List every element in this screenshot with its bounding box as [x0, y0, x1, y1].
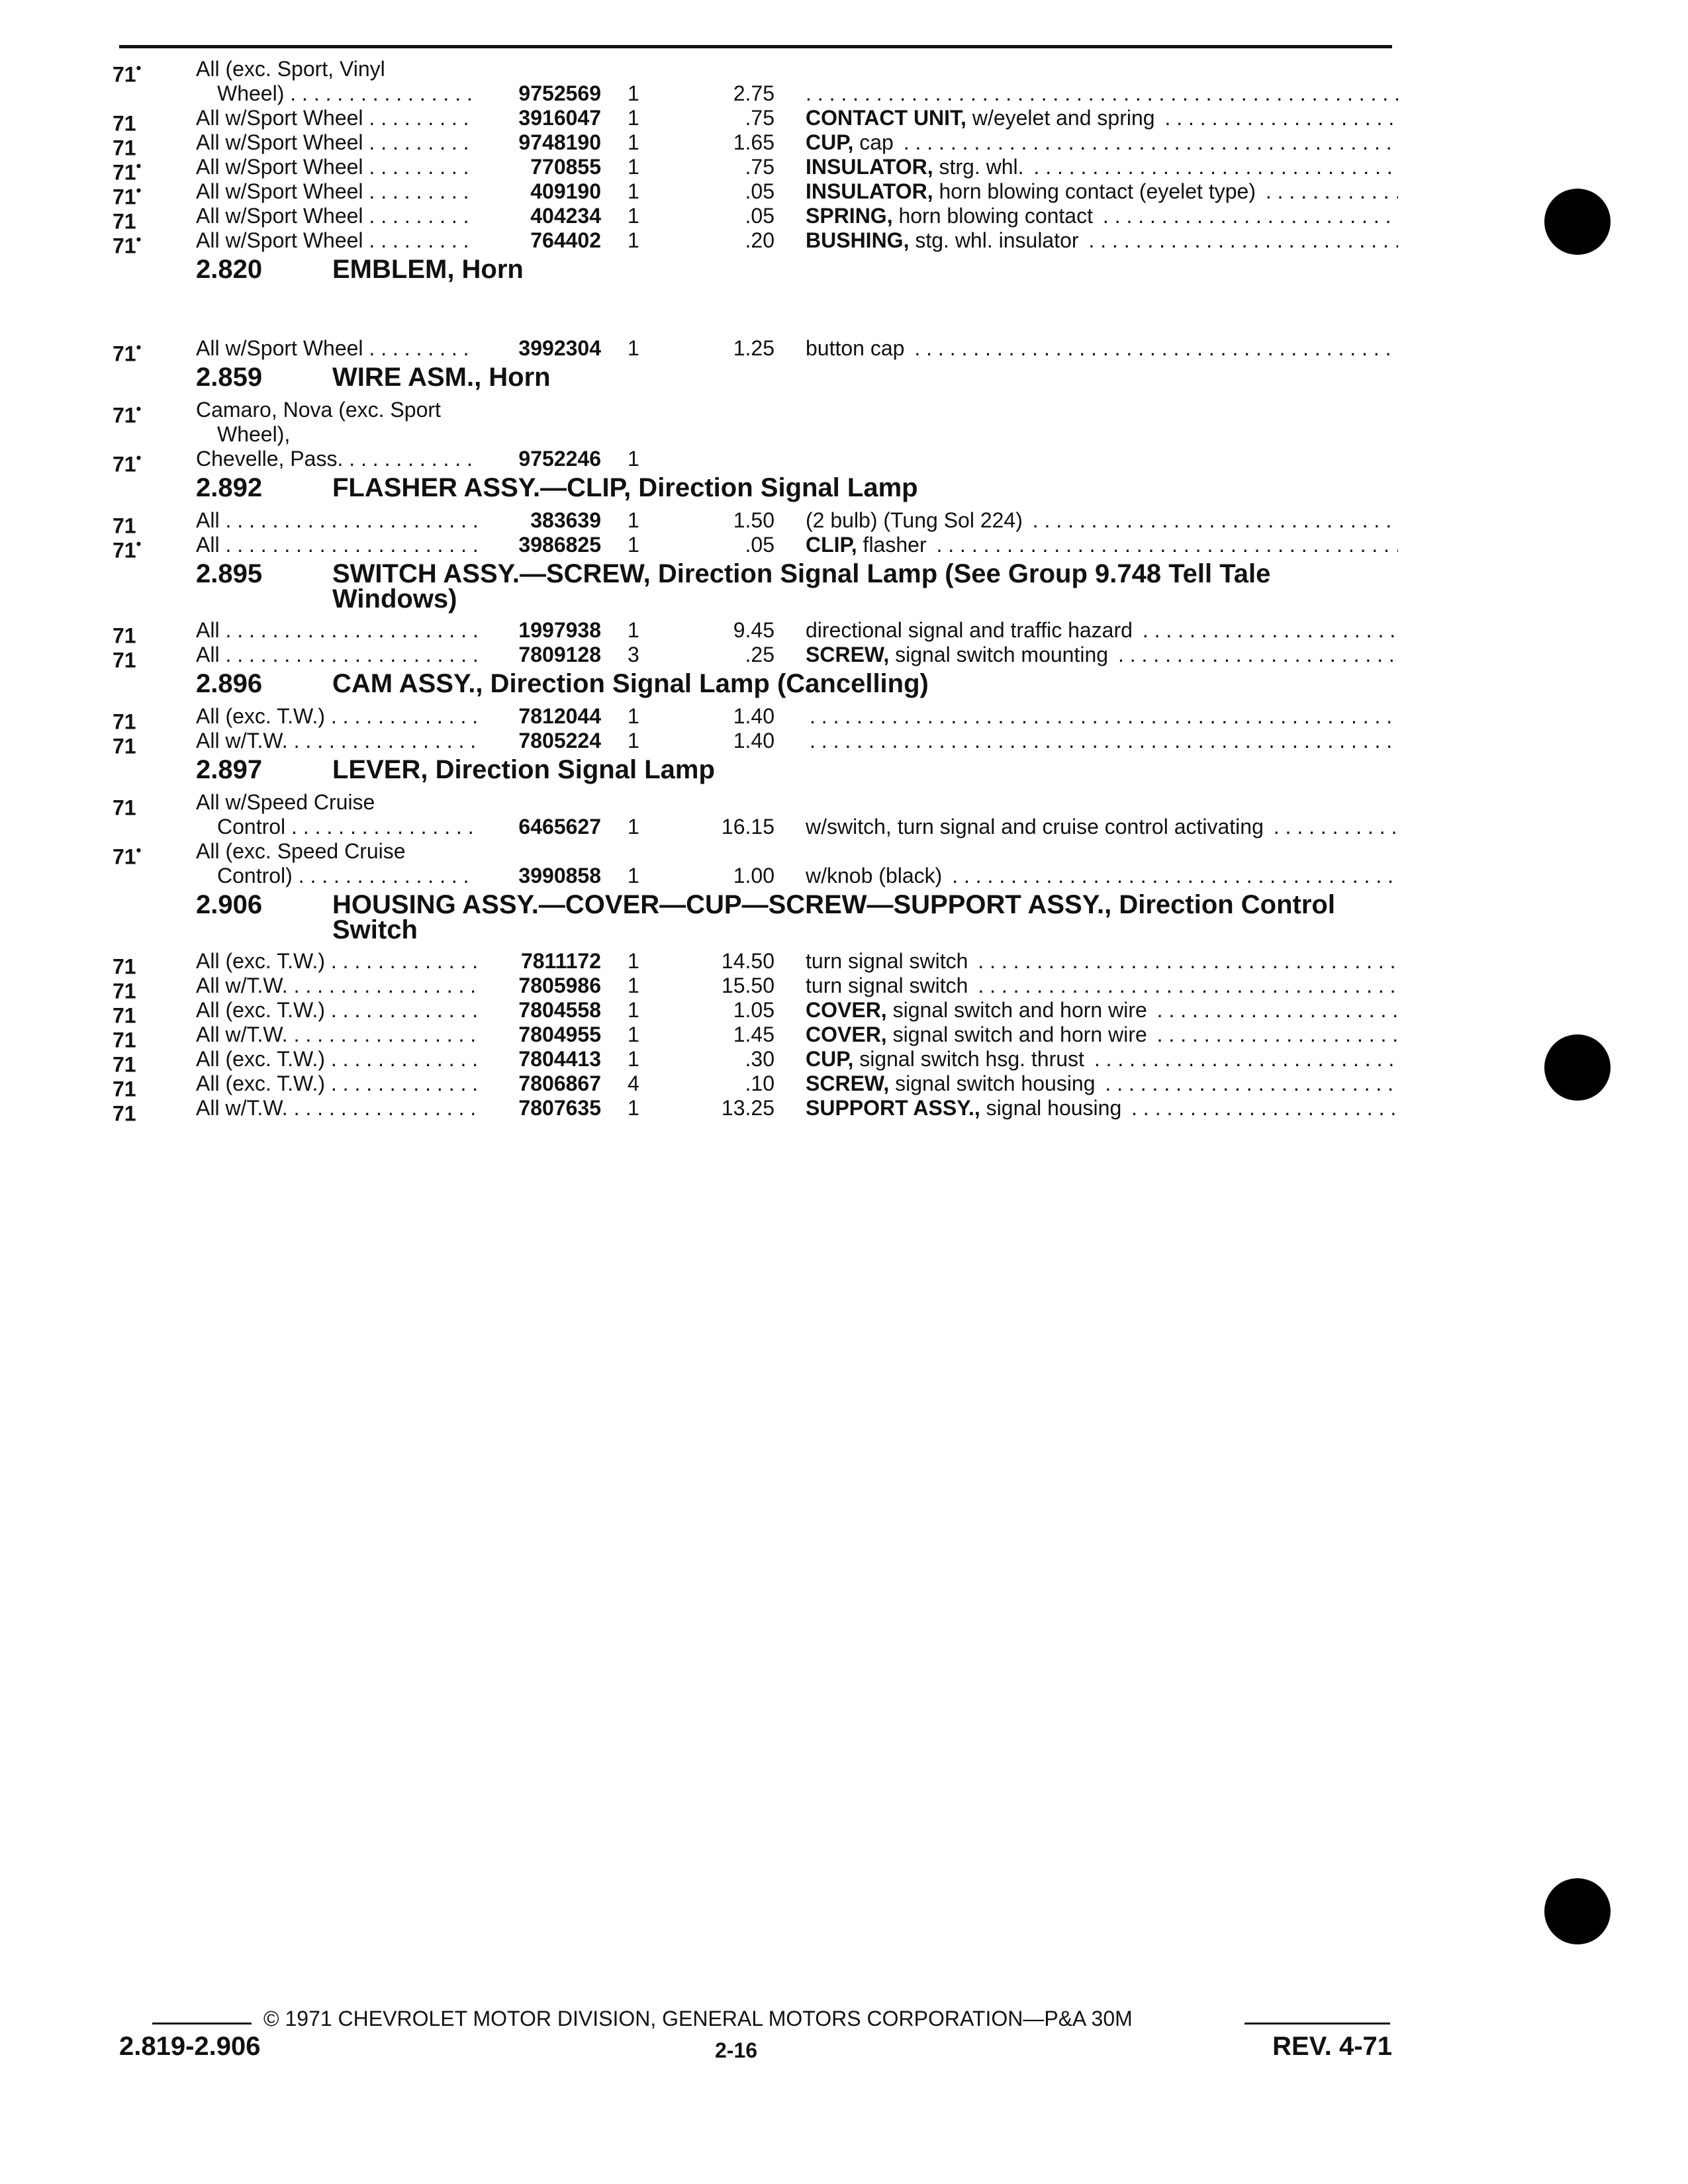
quantity: 3	[628, 643, 639, 666]
part-number: 7804955	[477, 1023, 601, 1047]
part-number: 9752569	[477, 81, 601, 106]
table-row	[106, 618, 1397, 648]
spacer	[106, 290, 1397, 336]
application: All . . .	[196, 508, 573, 533]
table-row	[106, 1023, 1397, 1052]
footer-row	[119, 2032, 1392, 2062]
description: SCREW, signal switch housing . . .	[806, 1071, 1398, 1096]
year-code: 71	[113, 1077, 136, 1101]
group-title: WIRE ASM., Horn	[332, 363, 551, 392]
part-number: 7812044	[477, 704, 601, 729]
group-header	[106, 471, 1397, 508]
binder-hole	[1544, 1034, 1611, 1101]
quantity: 1	[628, 704, 639, 728]
part-number: 404234	[477, 204, 601, 228]
table-row	[106, 533, 1397, 563]
application: All . . .	[196, 618, 573, 643]
table-row	[106, 1047, 1397, 1077]
price: .05	[745, 204, 774, 228]
application: All (exc. T.W.) . . .	[196, 1047, 573, 1071]
year-code: 71	[113, 514, 136, 538]
description: button cap . . .	[806, 336, 1398, 361]
continuation-rows	[106, 106, 1397, 258]
group-rows	[106, 790, 1397, 888]
parts-listing	[106, 57, 1397, 1126]
quantity: 1	[628, 618, 639, 642]
quantity: 1	[628, 1023, 639, 1046]
application: All w/T.W. . . .	[196, 1023, 573, 1047]
application: All w/Sport Wheel . . .	[196, 204, 573, 228]
price: .30	[745, 1047, 774, 1071]
year-code: 71•	[113, 158, 142, 185]
quantity: 1	[628, 130, 639, 154]
description: CUP, signal switch hsg. thrust . . .	[806, 1047, 1398, 1071]
price: 1.65	[733, 130, 774, 154]
description: directional signal and traffic hazard . . .	[806, 618, 1398, 643]
group-header	[106, 557, 1397, 618]
application: All . . .	[196, 643, 573, 667]
group-title: LEVER, Direction Signal Lamp	[332, 755, 715, 784]
part-number: 1997938	[477, 618, 601, 643]
table-row	[106, 81, 1397, 106]
table-row	[106, 864, 1397, 888]
description: CLIP, flasher . . .	[806, 533, 1398, 557]
price: 1.40	[733, 704, 774, 728]
quantity: 1	[628, 533, 639, 557]
table-row	[106, 998, 1397, 1028]
part-number: 770855	[477, 155, 601, 179]
group-header	[106, 667, 1397, 704]
part-number: 6465627	[477, 815, 601, 839]
application: Wheel) . . .	[217, 81, 573, 106]
part-number: 3986825	[477, 533, 601, 557]
application: All . . .	[196, 533, 573, 557]
group-rows	[106, 704, 1397, 758]
part-number: 9752246	[477, 447, 601, 471]
price: 13.25	[721, 1096, 774, 1120]
price: 2.75	[733, 81, 774, 105]
description: INSULATOR, strg. whl. . . .	[806, 155, 1398, 179]
application: Control) . . .	[217, 864, 573, 888]
year-code: 71•	[113, 842, 142, 869]
quantity: 1	[628, 949, 639, 973]
application: All (exc. T.W.) . . .	[196, 998, 573, 1023]
part-number: 764402	[477, 228, 601, 253]
application: All (exc. Sport, Vinyl	[196, 57, 385, 81]
continuation-rows	[106, 57, 1397, 106]
description: (2 bulb) (Tung Sol 224) . . .	[806, 508, 1398, 533]
table-row	[106, 839, 1397, 869]
table-row	[106, 398, 1397, 428]
price: .20	[745, 228, 774, 252]
price: .75	[745, 106, 774, 130]
group-header	[106, 361, 1397, 398]
part-number: 383639	[477, 508, 601, 533]
application: All (exc. T.W.) . . .	[196, 704, 573, 729]
table-row	[106, 815, 1397, 839]
group-number: 2.906	[196, 890, 263, 919]
application: Camaro, Nova (exc. Sport	[196, 398, 441, 422]
price: 14.50	[721, 949, 774, 973]
description: turn signal switch . . .	[806, 949, 1398, 974]
year-code: 71	[113, 734, 136, 758]
group-number: 2.896	[196, 669, 263, 698]
table-row	[106, 447, 1397, 477]
group-rows	[106, 336, 1397, 366]
application: Control . . .	[217, 815, 573, 839]
year-code: 71	[113, 979, 136, 1003]
table-row	[106, 1071, 1397, 1101]
quantity: 1	[628, 508, 639, 532]
price: 15.50	[721, 974, 774, 997]
year-code: 71•	[113, 60, 142, 87]
group-number: 2.895	[196, 559, 263, 588]
quantity: 1	[628, 179, 639, 203]
application: All (exc. T.W.) . . .	[196, 949, 573, 974]
quantity: 1	[628, 1096, 639, 1120]
table-row	[106, 130, 1397, 160]
part-number: 7805224	[477, 729, 601, 753]
price: 1.40	[733, 729, 774, 752]
quantity: 1	[628, 998, 639, 1022]
page-number: 2-16	[715, 2038, 758, 2062]
price: .05	[745, 179, 774, 203]
application: All w/Speed Cruise	[196, 790, 375, 814]
table-row	[106, 155, 1397, 185]
part-number: 9748190	[477, 130, 601, 155]
price: 9.45	[733, 618, 774, 642]
table-row	[106, 179, 1397, 209]
part-number: 3992304	[477, 336, 601, 361]
description: turn signal switch . . .	[806, 974, 1398, 998]
quantity: 1	[628, 155, 639, 179]
year-code: 71	[113, 1052, 136, 1077]
group-rows	[106, 949, 1397, 1126]
description	[806, 704, 1398, 729]
table-row	[106, 422, 1397, 447]
part-number: 409190	[477, 179, 601, 204]
page-footer	[119, 2005, 1392, 2062]
group-title: CAM ASSY., Direction Signal Lamp (Cancelling)	[332, 669, 929, 698]
quantity: 1	[628, 228, 639, 252]
year-code: 71•	[113, 535, 142, 563]
table-row	[106, 228, 1397, 258]
group-title: HOUSING ASSY.—COVER—CUP—SCREW—SUPPORT ASSY., Direction Control Switch	[332, 890, 1335, 944]
table-row	[106, 57, 1397, 87]
footer-rule	[1244, 2023, 1390, 2025]
table-row	[106, 704, 1397, 734]
description: w/switch, turn signal and cruise control activating . . .	[806, 815, 1398, 839]
year-code: 71	[113, 1003, 136, 1028]
year-code: 71	[113, 1028, 136, 1052]
price: 1.00	[733, 864, 774, 887]
description: CONTACT UNIT, w/eyelet and spring . . .	[806, 106, 1398, 130]
table-row	[106, 729, 1397, 758]
table-row	[106, 949, 1397, 979]
year-code: 71•	[113, 449, 142, 477]
part-number: 7809128	[477, 643, 601, 667]
part-number: 7804413	[477, 1047, 601, 1071]
table-row	[106, 336, 1397, 366]
group-rows	[106, 618, 1397, 672]
application: All w/Sport Wheel . . .	[196, 228, 573, 253]
price: .10	[745, 1071, 774, 1095]
application: All w/T.W. . . .	[196, 974, 573, 998]
group-number: 2.892	[196, 473, 263, 502]
group-title: EMBLEM, Horn	[332, 255, 524, 284]
table-row	[106, 1096, 1397, 1126]
price: 1.45	[733, 1023, 774, 1046]
part-number: 3916047	[477, 106, 601, 130]
quantity: 4	[628, 1071, 639, 1095]
price: 1.25	[733, 336, 774, 360]
description	[806, 81, 1398, 106]
part-number: 3990858	[477, 864, 601, 888]
description: w/knob (black) . . .	[806, 864, 1398, 888]
quantity: 1	[628, 729, 639, 752]
copyright-line	[119, 2005, 1392, 2032]
application: All w/T.W. . . .	[196, 729, 573, 753]
application: Chevelle, Pass. . . .	[196, 447, 573, 471]
description: INSULATOR, horn blowing contact (eyelet type) . . .	[806, 179, 1398, 204]
binder-hole	[1544, 1878, 1611, 1944]
part-number: 7805986	[477, 974, 601, 998]
description: COVER, signal switch and horn wire . . .	[806, 1023, 1398, 1047]
year-code: 71	[113, 796, 136, 820]
application: All w/T.W. . . .	[196, 1096, 573, 1120]
application: All w/Sport Wheel . . .	[196, 155, 573, 179]
year-code: 71•	[113, 339, 142, 366]
year-code: 71	[113, 209, 136, 234]
table-row	[106, 508, 1397, 538]
quantity: 1	[628, 815, 639, 839]
table-row	[106, 204, 1397, 234]
quantity: 1	[628, 204, 639, 228]
group-title: SWITCH ASSY.—SCREW, Direction Signal Lamp (See Group 9.748 Tell Tale Windows)	[332, 559, 1271, 614]
year-code: 71•	[113, 231, 142, 258]
description: CUP, cap . . .	[806, 130, 1398, 155]
application: All w/Sport Wheel . . .	[196, 336, 573, 361]
price: 1.50	[733, 508, 774, 532]
year-code: 71	[113, 709, 136, 734]
table-row	[106, 643, 1397, 672]
quantity: 1	[628, 81, 639, 105]
year-code: 71	[113, 648, 136, 672]
table-row	[106, 790, 1397, 820]
group-header	[106, 753, 1397, 790]
description	[806, 729, 1398, 753]
binder-hole	[1544, 189, 1611, 255]
group-header	[106, 888, 1397, 949]
table-row	[106, 974, 1397, 1003]
application: Wheel),	[217, 422, 291, 446]
description: COVER, signal switch and horn wire . . .	[806, 998, 1398, 1023]
quantity: 1	[628, 106, 639, 130]
group-number: 2.859	[196, 363, 263, 392]
description: SCREW, signal switch mounting . . .	[806, 643, 1398, 667]
description: SUPPORT ASSY., signal housing . . .	[806, 1096, 1398, 1120]
price: .25	[745, 643, 774, 666]
part-number: 7804558	[477, 998, 601, 1023]
application: All w/Sport Wheel . . .	[196, 130, 573, 155]
year-code: 71	[113, 1101, 136, 1126]
part-number: 7811172	[477, 949, 601, 974]
price: .05	[745, 533, 774, 557]
quantity: 1	[628, 864, 639, 887]
year-code: 71	[113, 623, 136, 648]
group-header	[106, 253, 1397, 290]
quantity: 1	[628, 447, 639, 471]
group-rows	[106, 508, 1397, 563]
description: SPRING, horn blowing contact . . .	[806, 204, 1398, 228]
table-row	[106, 106, 1397, 136]
year-code: 71	[113, 954, 136, 979]
part-number: 7807635	[477, 1096, 601, 1120]
description: BUSHING, stg. whl. insulator . . .	[806, 228, 1398, 253]
footer-rule	[152, 2023, 252, 2025]
group-title: FLASHER ASSY.—CLIP, Direction Signal Lamp	[332, 473, 918, 502]
group-range: 2.819-2.906	[119, 2032, 261, 2061]
quantity: 1	[628, 1047, 639, 1071]
year-code: 71	[113, 136, 136, 160]
year-code: 71	[113, 111, 136, 136]
year-code: 71•	[113, 182, 142, 209]
part-number: 7806867	[477, 1071, 601, 1096]
price: 16.15	[721, 815, 774, 839]
price: .75	[745, 155, 774, 179]
year-code: 71•	[113, 400, 142, 428]
copyright-text: © 1971 CHEVROLET MOTOR DIVISION, GENERAL MOTORS CORPORATION—P&A 30M	[263, 2007, 1133, 2030]
revision: REV. 4-71	[1272, 2032, 1392, 2061]
application: All w/Sport Wheel . . .	[196, 179, 573, 204]
group-number: 2.820	[196, 255, 263, 284]
top-rule	[119, 45, 1392, 48]
quantity: 1	[628, 336, 639, 360]
application: All (exc. T.W.) . . .	[196, 1071, 573, 1096]
group-number: 2.897	[196, 755, 263, 784]
application: All (exc. Speed Cruise	[196, 839, 406, 863]
application: All w/Sport Wheel . . .	[196, 106, 573, 130]
price: 1.05	[733, 998, 774, 1022]
quantity: 1	[628, 974, 639, 997]
